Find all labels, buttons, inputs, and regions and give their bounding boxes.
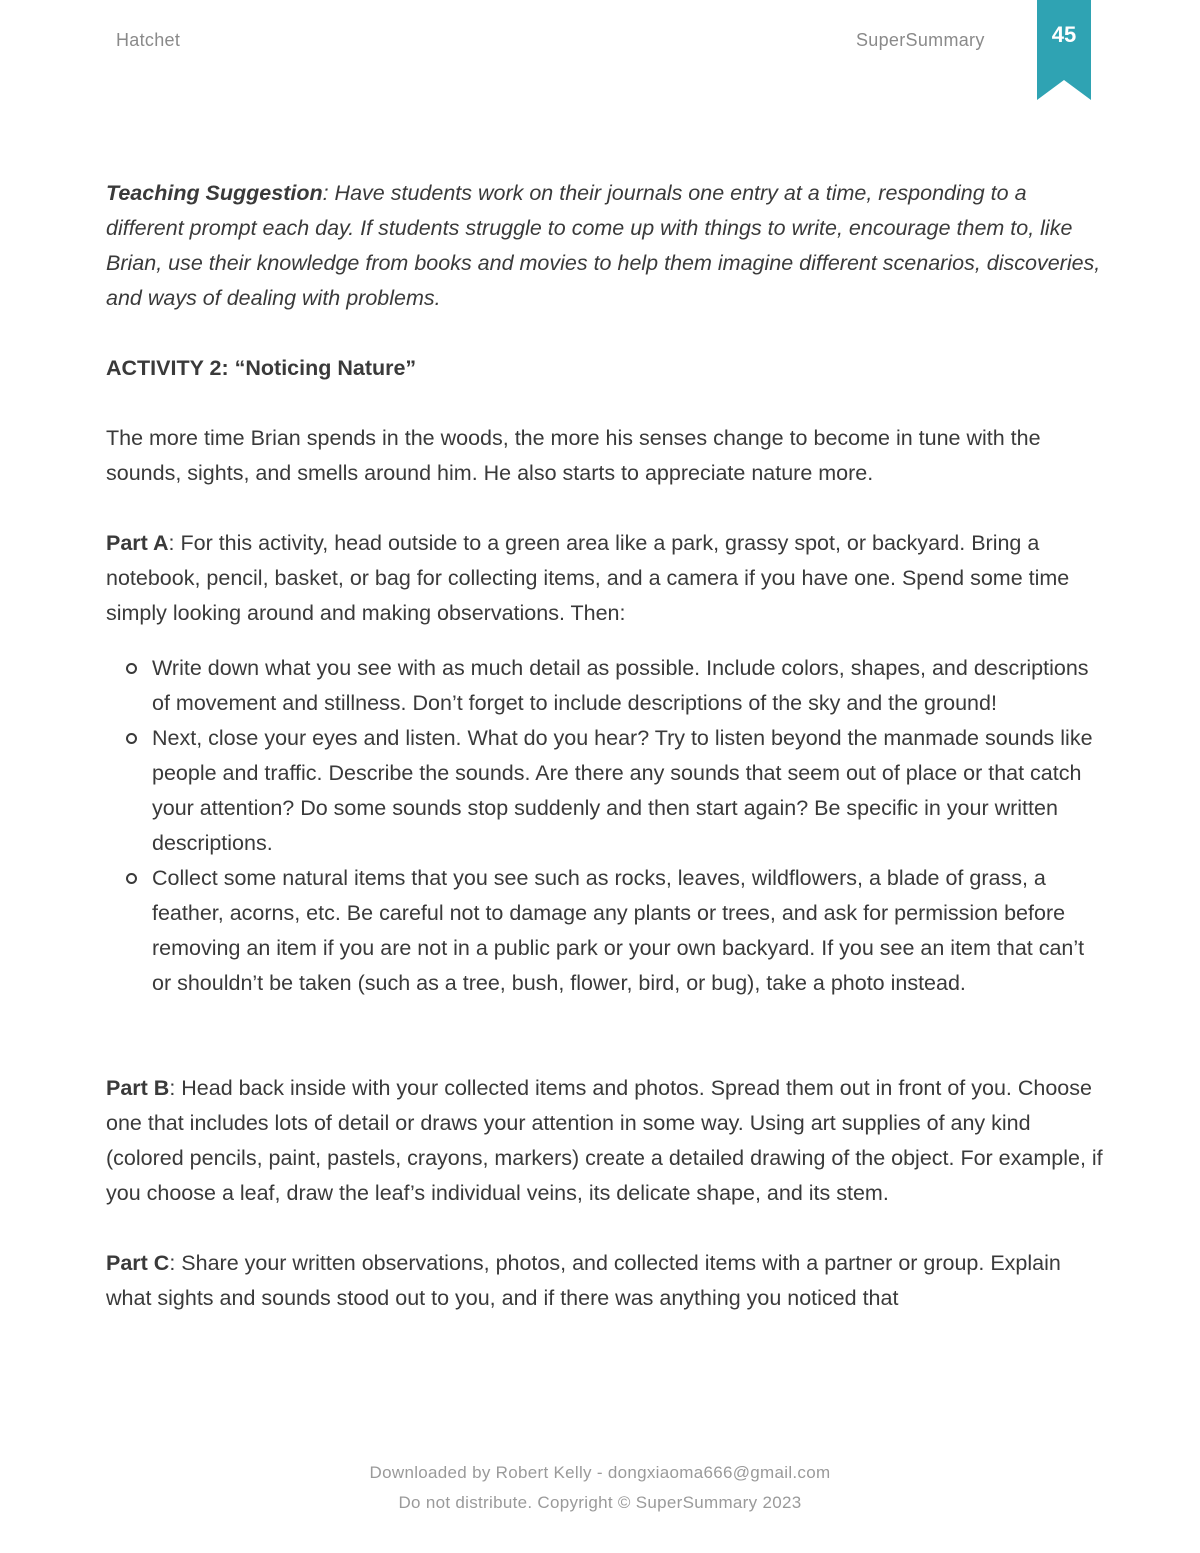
observation-list: [106, 651, 1106, 1001]
teaching-suggestion: [106, 176, 1106, 316]
list-item: [106, 721, 1106, 861]
part-b-text: : Head back inside with your collected items and photos. Spread them out in front of you. Choose one that includes lots of detail or draws your attention in some way. Using art supplies of any kind (colored pencils, paint, pastels, crayons, markers) create a detailed drawing of the object. For example, if you choose a leaf, draw the leaf’s individual veins, its delicate shape, and its stem.: [106, 1076, 1103, 1205]
bookmark-ribbon-icon: [1037, 0, 1091, 100]
page-number-tab: [1037, 0, 1091, 100]
part-a-paragraph: [106, 526, 1106, 631]
teaching-suggestion-text: : Have students work on their journals one entry at a time, responding to a different prompt each day. If students struggle to come up with things to write, encourage them to, like Brian, use their knowledge from books and movies to help them imagine different scenarios, discoveries, and ways of dealing with problems.: [106, 181, 1101, 310]
list-item-text: Next, close your eyes and listen. What do you hear? Try to listen beyond the manmade sounds like people and traffic. Describe the sounds. Are there any sounds that seem out of place or that catch your attention? Do some sounds stop suddenly and then start again? Be specific in your written descriptions.: [152, 726, 1093, 855]
part-c-paragraph: [106, 1246, 1106, 1316]
bullet-circle-icon: [126, 733, 137, 744]
part-a-text: : For this activity, head outside to a green area like a park, grassy spot, or backyard. Bring a notebook, pencil, basket, or bag for collecting items, and a camera if you have one. Spend some time simply looking around and making observations. Then:: [106, 531, 1070, 625]
part-b-label: Part B: [106, 1076, 170, 1100]
part-c-label: Part C: [106, 1251, 170, 1275]
part-b-paragraph: [106, 1071, 1106, 1211]
list-item-text: Write down what you see with as much detail as possible. Include colors, shapes, and descriptions of movement and stillness. Don’t forget to include descriptions of the sky and the ground!: [152, 656, 1089, 715]
bullet-circle-icon: [126, 873, 137, 884]
activity-intro: The more time Brian spends in the woods, the more his senses change to become in tune with the sounds, sights, and smells around him. He also starts to appreciate nature more.: [106, 426, 1041, 485]
list-item: [106, 651, 1106, 721]
footer-download-notice: Downloaded by Robert Kelly - dongxiaoma666@gmail.com: [369, 1463, 831, 1482]
header-brand: SuperSummary: [856, 30, 985, 50]
footer-copyright: Do not distribute. Copyright © SuperSummary 2023: [398, 1493, 802, 1512]
teaching-suggestion-label: Teaching Suggestion: [106, 181, 323, 205]
header-book-title: Hatchet: [116, 30, 181, 50]
page-number: 45: [1051, 22, 1077, 47]
bullet-circle-icon: [126, 663, 137, 674]
list-item-text: Collect some natural items that you see such as rocks, leaves, wildflowers, a blade of grass, a feather, acorns, etc. Be careful not to damage any plants or trees, and ask for permission before removing an item if you are not in a public park or your own backyard. If you see an item that can’t or shouldn’t be taken (such as a tree, bush, flower, bird, or bug), take a photo instead.: [152, 866, 1085, 995]
activity-title: ACTIVITY 2: “Noticing Nature”: [106, 356, 417, 380]
list-item: [106, 861, 1106, 1001]
part-c-text: : Share your written observations, photos, and collected items with a partner or group. Explain what sights and sounds stood out to you, and if there was anything you noticed that: [106, 1251, 1061, 1310]
part-a-label: Part A: [106, 531, 169, 555]
page-content: [106, 176, 1106, 1316]
